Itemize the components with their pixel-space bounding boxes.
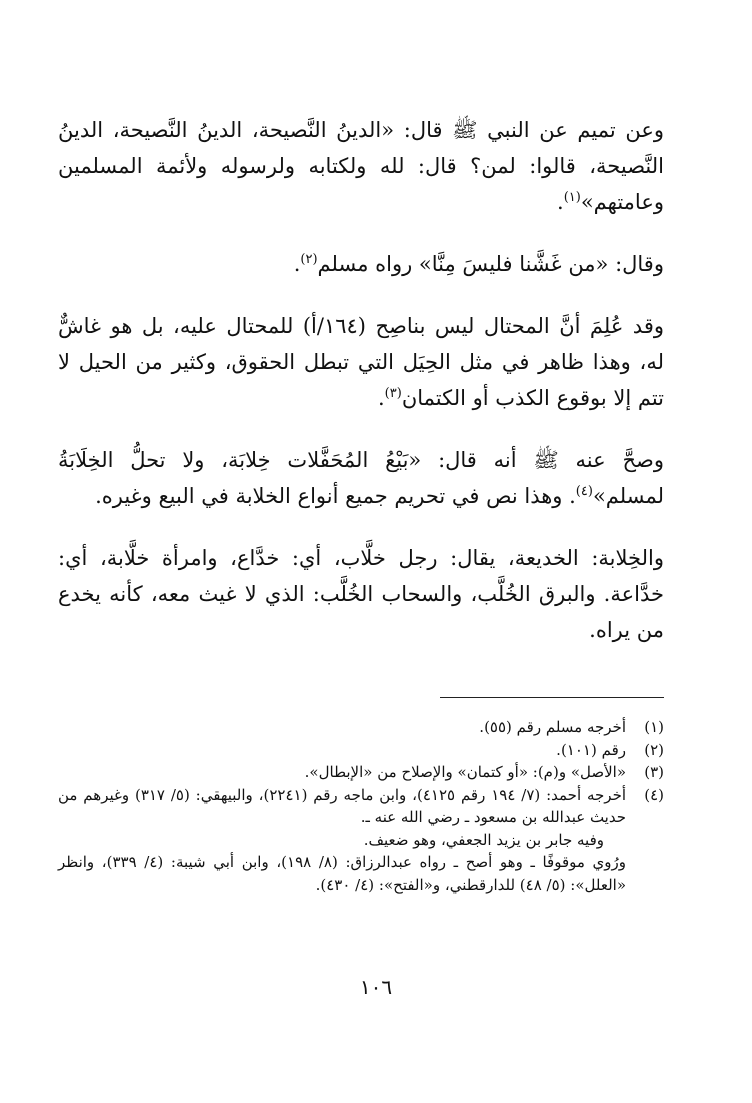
paragraph-4 <box>58 442 664 514</box>
paragraph-1-tail: . <box>557 190 564 214</box>
paragraph-1-text: وعن تميم عن النبي ﷺ قال: «الدينُ النَّصيحة، الدينُ النَّصيحة، الدينُ النَّصيحة، قالوا: لمن؟ قال: لله ولكتابه ولرسوله ولأئمة المسلمين وعامتهم» <box>58 118 664 214</box>
paragraph-5 <box>58 540 664 648</box>
footnote-number: (١) <box>644 718 664 736</box>
footnote-line: وفيه جابر بن يزيد الجعفي، وهو ضعيف. <box>363 830 604 849</box>
footnote-body <box>58 739 626 762</box>
footnote-separator <box>440 697 664 698</box>
paragraph-4-tail: . وهذا نص في تحريم جميع أنواع الخلابة في البيع وغيره. <box>95 484 576 508</box>
paragraph-4-text: وصحَّ عنه ﷺ أنه قال: «بَيْعُ المُحَفَّلات خِلابَة، ولا تحلُّ الخِلَابَةُ لمسلم» <box>58 448 664 508</box>
footnote-number: (٤) <box>644 785 664 804</box>
footnote-line: أخرجه أحمد: (٧/ ١٩٤ رقم ٤١٢٥)، وابن ماجه رقم (٢٢٤١)، والبيهقي: (٥/ ٣١٧) وغيرهم من حديث عبدالله بن مسعود ـ رضي الله عنه ـ. <box>58 785 627 826</box>
paragraph-2-text: وقال: «من غَشَّنا فليسَ مِنَّا» رواه مسلم <box>317 252 664 276</box>
footnote-4 <box>58 784 664 897</box>
footnote-1 <box>58 716 664 739</box>
paragraph-5-text: والخِلابة: الخديعة، يقال: رجل خلَّاب، أي: خدَّاع، وامرأة خلَّابة، أي: خدَّاعة. والبرق الخُلَّب، والسحاب الخُلَّب: الذي لا غيث معه، كأنه يخدع من يراه. <box>58 546 664 642</box>
footnote-ref-4[interactable]: (٤) <box>575 484 593 499</box>
footnote-body <box>58 716 626 739</box>
footnote-body <box>58 761 626 784</box>
page-number: ١٠٦ <box>359 975 393 999</box>
footnote-body <box>58 784 626 897</box>
footnote-line: رقم (١٠١). <box>556 740 626 759</box>
footnote-ref-2[interactable]: (٢) <box>300 252 318 267</box>
footnote-2 <box>58 739 664 762</box>
footnotes <box>58 716 664 896</box>
footnote-line: أخرجه مسلم رقم (٥٥). <box>479 718 626 736</box>
footnote-ref-3[interactable]: (٣) <box>384 386 402 401</box>
paragraph-3-text: وقد عُلِمَ أنَّ المحتال ليس بناصِح (١٦٤/أ) للمحتال عليه، بل هو غاشٌّ له، وهذا ظاهر في مثل الحِيَل التي تبطل الحقوق، وكثير من الحيل لا تتم إلا بوقوع الكذب أو الكتمان <box>58 314 665 410</box>
paragraph-2 <box>58 246 664 282</box>
footnote-number: (٢) <box>644 740 664 759</box>
main-text <box>58 112 664 674</box>
footnote-ref-1[interactable]: (١) <box>563 190 581 205</box>
paragraph-3 <box>58 308 664 416</box>
footnote-line: ورُوي موقوفًا ـ وهو أصح ـ رواه عبدالرزاق: (٨/ ١٩٨)، وابن أبي شيبة: (٤/ ٣٣٩)، وانظر «العلل»: (٥/ ٤٨) للدارقطني، و«الفتح»: (٤/ ٤٣٠). <box>58 853 627 894</box>
paragraph-1 <box>58 112 664 220</box>
footnote-number: (٣) <box>644 763 664 781</box>
paragraph-3-tail: . <box>377 386 385 410</box>
paragraph-2-tail: . <box>293 252 301 276</box>
footnote-3 <box>58 761 664 784</box>
footnote-line: «الأصل» و(م): «أو كتمان» والإصلاح من «الإبطال». <box>304 763 626 781</box>
